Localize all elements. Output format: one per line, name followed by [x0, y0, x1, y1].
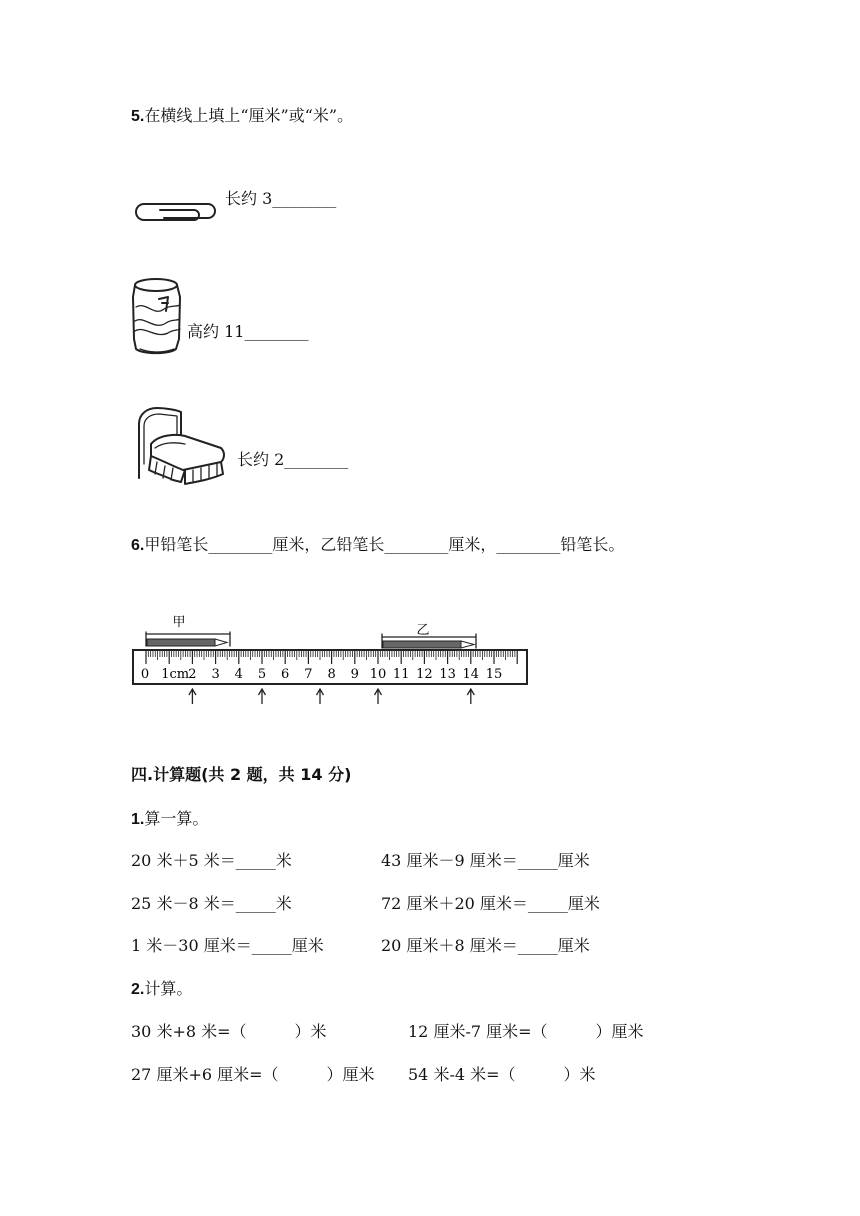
ruler-label: 12: [416, 667, 433, 682]
ruler-arrow: [259, 689, 266, 704]
bed-length-text: 长约 2________: [237, 450, 349, 469]
calc1-row2-left: 25 米－8 米＝_____米: [131, 894, 292, 913]
calc1-row3-right: 20 厘米＋8 厘米＝_____厘米: [381, 936, 590, 955]
ruler-label: 2: [188, 667, 197, 682]
bed-icon: [133, 404, 233, 488]
ruler-label: 5: [257, 667, 267, 682]
question-title: 算一算。: [144, 809, 209, 828]
question-number: 6.: [131, 537, 145, 554]
calc1-row2-right: 72 厘米＋20 厘米＝_____厘米: [381, 894, 600, 913]
ruler-label: 11: [392, 667, 410, 682]
paperclip-length-text: 长约 3________: [225, 189, 337, 208]
pencil-a-label: 甲: [172, 615, 186, 630]
question-number: 2.: [131, 981, 145, 998]
ruler-label: 3: [211, 667, 220, 682]
ruler-arrow: [375, 689, 382, 704]
calc2-row1-right: 12 厘米-7 厘米=（ ）厘米: [408, 1022, 644, 1041]
ruler-label: 8: [327, 667, 336, 682]
pencil-a: [146, 615, 230, 646]
ruler-label: 7: [304, 667, 313, 682]
question-5: [131, 106, 353, 127]
calc2-row1-left: 30 米+8 米=（ ）米: [131, 1022, 327, 1041]
pencil-b: [382, 623, 476, 648]
calc-question-2: [131, 979, 192, 1000]
paperclip-icon: [134, 194, 220, 226]
ruler-arrow: [189, 689, 196, 704]
ruler-label: 13: [439, 667, 456, 682]
ruler-figure: [130, 612, 530, 708]
question-number: 1.: [131, 811, 145, 828]
calc2-row2-left: 27 厘米+6 厘米=（ ）厘米: [131, 1065, 375, 1084]
pencil-b-label: 乙: [416, 623, 430, 638]
question-text: 甲铅笔长________厘米，乙铅笔长________厘米，________铅笔长。: [144, 535, 625, 554]
ruler-label: 9: [350, 667, 359, 682]
ruler-label: 15: [485, 667, 503, 682]
question-number: 5.: [131, 108, 145, 125]
ruler-label: 1cm: [161, 667, 190, 682]
question-6: [131, 535, 624, 556]
ruler-label: 6: [281, 667, 290, 682]
calc-question-1: [131, 809, 208, 830]
ruler-arrow: [317, 689, 324, 704]
ruler-label: 0: [140, 667, 150, 682]
can-icon: [130, 277, 186, 357]
ruler-label: 4: [234, 667, 243, 682]
question-title: 计算。: [144, 979, 193, 998]
calc2-row2-right: 54 米-4 米=（ ）米: [408, 1065, 596, 1084]
section-title: 四.计算题(共 2 题，共 14 分): [131, 765, 352, 784]
can-height-text: 高约 11________: [187, 322, 309, 341]
ruler-label: 14: [462, 667, 480, 682]
ruler-arrow: [467, 689, 474, 704]
calc1-row1-left: 20 米＋5 米＝_____米: [131, 851, 292, 870]
question-instruction: 在横线上填上“厘米”或“米”。: [144, 106, 354, 125]
ruler-label: 10: [369, 667, 387, 682]
calc1-row1-right: 43 厘米－9 厘米＝_____厘米: [381, 851, 590, 870]
calc1-row3-left: 1 米－30 厘米＝_____厘米: [131, 936, 324, 955]
